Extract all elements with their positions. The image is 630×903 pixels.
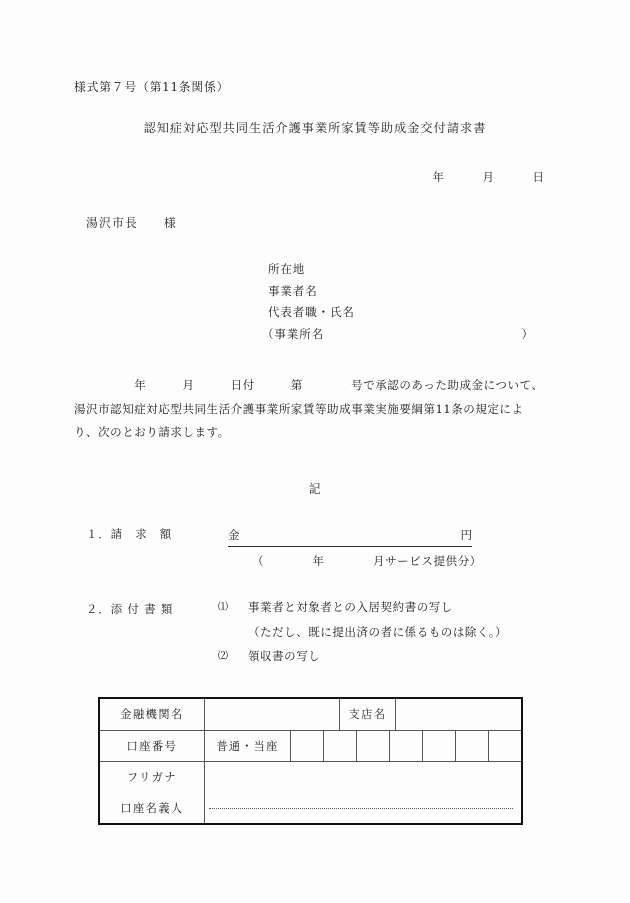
- office-name-open-paren: （事業所名: [262, 326, 324, 341]
- amount-suffix: 円: [460, 528, 472, 542]
- account-digit-cell[interactable]: [324, 731, 357, 762]
- table-row: [100, 793, 521, 824]
- account-digit-cell[interactable]: [390, 731, 423, 762]
- attachment-list: [218, 602, 507, 663]
- table-row: [100, 731, 521, 763]
- body-line-2: 湯沢市認知症対応型共同生活介護事業所家賃等助成事業実施要綱第11条の規定によ: [74, 401, 524, 416]
- institution-label-cell: 金融機関名: [100, 699, 205, 730]
- body-line-3: り、次のとおり請求します。: [74, 425, 230, 439]
- account-digit-cell[interactable]: [489, 731, 521, 762]
- attachment-text: 領収書の写し: [248, 649, 321, 663]
- applicant-office-name-row: [262, 326, 534, 341]
- account-number-label-cell: 口座番号: [100, 731, 205, 762]
- account-holder-label-cell: 口座名義人: [100, 793, 205, 824]
- amount-prefix: 金: [228, 528, 240, 542]
- list-item: [218, 624, 508, 639]
- addressee: 湯沢市長 様: [86, 216, 177, 230]
- bank-account-table: [98, 697, 523, 825]
- institution-value-cell[interactable]: [205, 699, 340, 730]
- furigana-value-cell[interactable]: [205, 762, 521, 793]
- attachment-number: ⑵: [218, 651, 229, 662]
- table-row: [100, 762, 521, 793]
- attachment-number: ⑴: [218, 602, 229, 613]
- account-type-cell[interactable]: 普通・当座: [205, 731, 291, 762]
- applicant-business-name-label: 事業者名: [268, 283, 318, 298]
- item2-label: ２．添 付 書 類: [86, 602, 174, 616]
- branch-label-cell: 支店名: [340, 699, 396, 730]
- body-line-1: 年 月 日付 第 号で承認のあった助成金について、: [74, 378, 544, 392]
- applicant-location-label: 所在地: [268, 262, 306, 276]
- service-period-note: （ 年 月サービス提供分）: [252, 554, 482, 568]
- applicant-block: [262, 262, 540, 341]
- attachment-note: （ただし、既に提出済の者に係るものは除く。）: [248, 624, 508, 639]
- ki-heading: 記: [308, 482, 322, 496]
- account-digit-cell[interactable]: [456, 731, 489, 762]
- branch-value-cell[interactable]: [396, 699, 521, 730]
- form-number: 様式第７号（第11条関係）: [74, 80, 230, 94]
- document-title: 認知症対応型共同生活介護事業所家賃等助成金交付請求書: [143, 121, 487, 135]
- body-paragraph: [74, 380, 546, 439]
- attachment-text: 事業者と対象者との入居契約書の写し: [248, 600, 453, 614]
- account-digit-cell[interactable]: [423, 731, 456, 762]
- office-name-close-paren: ）: [521, 326, 534, 341]
- date-line: 年 月 日: [432, 170, 545, 184]
- table-row: [100, 699, 521, 731]
- furigana-label-cell: フリガナ: [100, 762, 205, 793]
- list-item: [218, 602, 507, 614]
- account-digit-cell[interactable]: [291, 731, 324, 762]
- account-digit-cell[interactable]: [357, 731, 390, 762]
- dotted-divider: [209, 808, 513, 809]
- list-item: [218, 651, 507, 663]
- item1-label: １．請 求 額: [86, 527, 173, 541]
- claim-amount-field[interactable]: [228, 527, 472, 547]
- account-holder-value-cell[interactable]: [205, 793, 521, 824]
- applicant-representative-label: 代表者職・氏名: [268, 305, 355, 319]
